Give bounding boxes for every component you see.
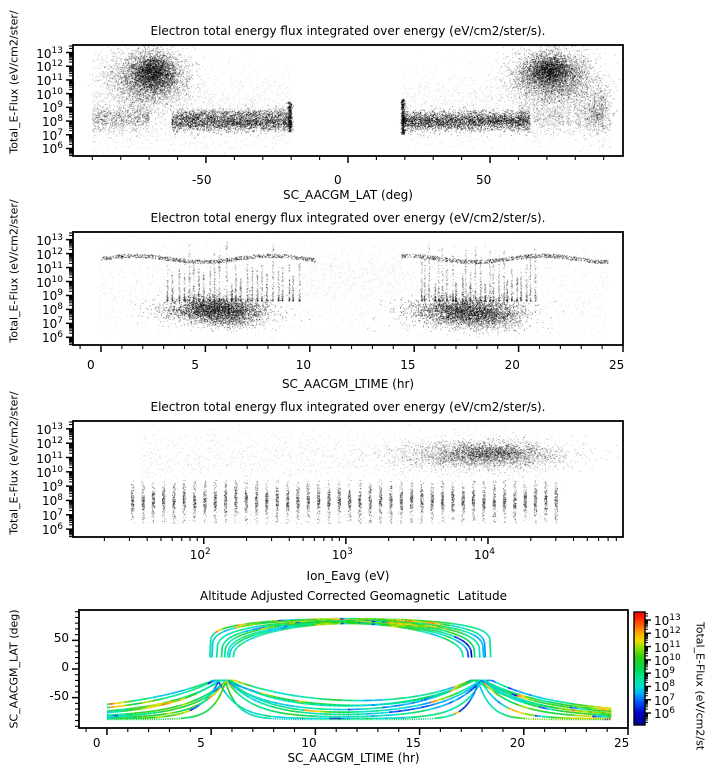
colorbar-tick-label: $10^8$: [654, 679, 676, 695]
colorbar-tick-label: $10^{12}$: [654, 626, 681, 642]
y-tick-label: $10^{11}$: [36, 260, 63, 276]
x-tick-label: $10^4$: [473, 547, 495, 562]
panel4-x-axis-label: SC_AACGM_LTIME (hr): [287, 751, 420, 765]
y-tick-label: $10^{13}$: [36, 421, 63, 437]
panel4-title: Altitude Adjusted Corrected Geomagnetic Latitude: [200, 589, 507, 603]
panel2-y-axis-label: Total_E-Flux (eV/cm2/ster/: [7, 199, 21, 343]
y-tick-label: $10^7$: [41, 127, 63, 143]
x-tick-label: 25: [614, 736, 630, 750]
panel1-title: Electron total energy flux integrated over energy (eV/cm2/ster/s).: [150, 24, 546, 38]
colorbar-tick-label: $10^{10}$: [654, 652, 681, 668]
x-tick-label: 5: [191, 358, 200, 372]
y-tick-label: $10^{13}$: [36, 232, 63, 248]
panel1-y-axis-label: Total_E-Flux (eV/cm2/ster/: [7, 10, 21, 154]
y-tick-label: $10^9$: [41, 288, 63, 304]
panel3-title: Electron total energy flux integrated over energy (eV/cm2/ster/s).: [150, 400, 546, 414]
y-tick-label: $10^{12}$: [36, 59, 63, 75]
colorbar-tick-label: $10^6$: [654, 706, 676, 722]
colorbar-tick-label: $10^{11}$: [654, 639, 681, 655]
y-tick-label: $10^8$: [41, 302, 63, 318]
y-tick-label: $10^{10}$: [36, 86, 63, 102]
y-tick-label: $10^{10}$: [36, 464, 63, 480]
x-tick-label: -50: [191, 173, 212, 187]
panel3-y-axis-label: Total_E-Flux (eV/cm2/ster/: [7, 391, 21, 535]
y-tick-label: $10^{13}$: [36, 45, 63, 61]
y-tick-label: $10^7$: [41, 316, 63, 332]
x-tick-label: 25: [609, 358, 625, 372]
y-tick-label: $10^7$: [41, 507, 63, 523]
y-tick-label: $10^{10}$: [36, 274, 63, 290]
y-tick-label: $10^{12}$: [36, 436, 63, 452]
x-tick-label: 0: [92, 736, 101, 750]
y-tick-label: -50: [49, 688, 69, 703]
y-tick-label: $10^9$: [41, 479, 63, 495]
x-tick-label: 0: [334, 173, 342, 187]
y-tick-label: 50: [53, 631, 69, 646]
y-tick-label: $10^8$: [41, 114, 63, 130]
panel1-x-axis-label: SC_AACGM_LAT (deg): [283, 188, 413, 202]
y-tick-label: $10^6$: [41, 522, 63, 538]
x-tick-label: 10: [301, 736, 317, 750]
x-tick-label: $10^2$: [189, 547, 211, 562]
panel4-y-axis-label: SC_AACGM_LAT (deg): [7, 609, 21, 729]
colorbar-tick-label: $10^9$: [654, 666, 676, 682]
x-tick-label: $10^3$: [331, 547, 353, 562]
panel2-x-axis-label: SC_AACGM_LTIME (hr): [281, 377, 415, 391]
x-tick-label: 10: [295, 358, 312, 372]
colorbar-label: Total_E-Flux (eV/cm2/st: [693, 621, 707, 751]
panel2-title: Electron total energy flux integrated over energy (eV/cm2/ster/s).: [150, 211, 546, 225]
colorbar-tick-label: $10^{13}$: [654, 612, 681, 628]
y-tick-label: $10^{11}$: [36, 72, 63, 88]
y-tick-label: $10^6$: [41, 141, 63, 157]
y-tick-label: $10^9$: [41, 100, 63, 116]
y-tick-label: $10^6$: [41, 330, 63, 346]
colorbar-tick-label: $10^7$: [654, 692, 676, 708]
panel3-x-axis-label: Ion_Eavg (eV): [306, 569, 390, 583]
x-tick-label: 20: [504, 358, 520, 372]
y-tick-label: $10^{11}$: [36, 450, 63, 466]
x-tick-label: 20: [509, 736, 526, 750]
y-tick-label: $10^8$: [41, 493, 63, 509]
x-tick-label: 15: [400, 358, 416, 372]
x-tick-label: 50: [476, 173, 492, 187]
x-tick-label: 5: [197, 736, 205, 750]
x-tick-label: 0: [86, 358, 95, 372]
x-tick-label: 15: [405, 736, 421, 750]
y-tick-label: $10^{12}$: [36, 246, 63, 262]
y-tick-label: 0: [61, 660, 69, 674]
